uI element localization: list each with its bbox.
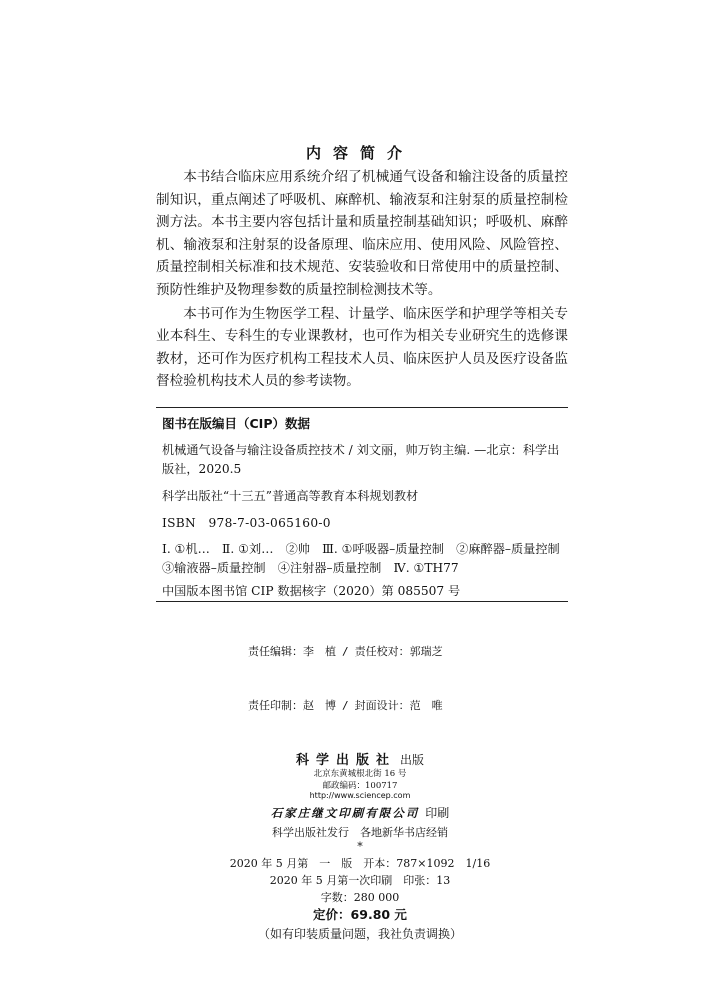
price: 定价：69.80 元	[313, 907, 407, 922]
publisher-postcode: 邮政编码：100717	[322, 781, 398, 791]
distribution-line: 科学出版社发行 各地新华书店经销	[272, 826, 448, 839]
editors-line	[248, 697, 548, 715]
summary-title: 内容简介	[305, 144, 414, 162]
printer-name: 石家庄继文印刷有限公司	[270, 806, 420, 820]
word-count: 字数：280 000	[320, 891, 400, 904]
quality-notice: （如有印装质量问题，我社负责调换）	[257, 927, 462, 941]
cip-heading: 图书在版编目（CIP）数据	[162, 416, 310, 431]
publisher-address: 北京东黄城根北街 16 号	[313, 769, 407, 779]
publisher-name: 科学出版社	[295, 753, 396, 768]
print-manager-credit: 责任印制：赵 博	[248, 699, 336, 712]
asterisk-divider: *	[357, 840, 363, 853]
editor-separator: /	[342, 699, 349, 712]
cover-designer-credit: 封面设计：范 唯	[354, 699, 443, 712]
cip-bottom-rule	[156, 601, 568, 602]
summary-body	[156, 166, 568, 393]
publisher-suffix: 出版	[400, 753, 425, 767]
edition-line: 2020 年 5 月第 一 版 开本：787×1092 1/16	[229, 857, 491, 870]
cip-record-number: 中国版本图书馆 CIP 数据核字（2020）第 085507 号	[162, 584, 461, 598]
cip-isbn: ISBN 978-7-03-065160-0	[162, 516, 331, 530]
cip-series: 科学出版社“十三五”普通高等教育本科规划教材	[162, 489, 419, 503]
publisher-url: http://www.sciencep.com	[309, 791, 411, 800]
summary-paragraph: 本书可作为生物医学工程、计量学、临床医学和护理学等相关专业本科生、专科生的专业课教材，也可作为相关专业研究生的选修课教材，还可作为医疗机构工程技术人员、临床医护人员及医疗设备监督检验机构技术人员的参考读物。	[156, 305, 568, 390]
cip-top-rule	[156, 407, 568, 408]
editors-line	[248, 643, 548, 661]
printer-line	[0, 804, 720, 821]
printing-line: 2020 年 5 月第一次印刷 印张：13	[269, 874, 451, 887]
cip-description: 机械通气设备与输注设备质控技术 / 刘文丽，帅万钧主编. —北京：科学出版社，2020.5	[162, 443, 560, 476]
cip-subjects: Ⅰ. ①机… Ⅱ. ①刘… ②帅 Ⅲ. ①呼吸器–质量控制 ②麻醉器–质量控制 ③输液器–质量控制 ④注射器–质量控制 Ⅳ. ①TH77	[162, 542, 572, 575]
editors-block	[248, 607, 548, 751]
proofreader-credit: 责任校对：郭瑞芝	[354, 645, 443, 658]
summary-paragraph: 本书结合临床应用系统介绍了机械通气设备和输注设备的质量控制知识，重点阐述了呼吸机、麻醉机、输液泵和注射泵的质量控制检测方法。本书主要内容包括计量和质量控制基础知识；呼吸机、麻醉机、输液泵和注射泵的设备原理、临床应用、使用风险、风险管控、质量控制相关标准和技术规范、安装验收和日常使用中的质量控制、预防性维护及物理参数的质量控制检测技术等。	[156, 169, 568, 298]
printer-suffix: 印刷	[425, 806, 450, 820]
publisher-line	[0, 749, 720, 768]
editor-separator: /	[342, 645, 349, 658]
editor-credit: 责任编辑：李 植	[248, 645, 336, 658]
